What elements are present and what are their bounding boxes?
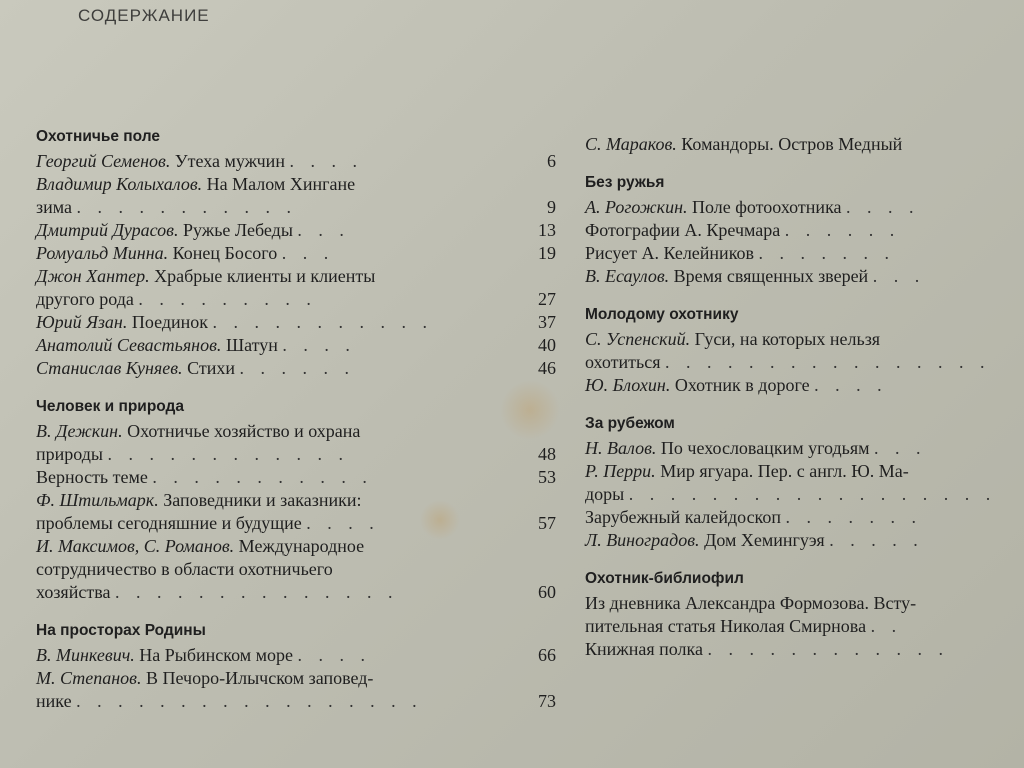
toc-entry [36,489,556,535]
entry-title: Фотографии А. Кречмара [585,220,781,240]
entry-title: Из дневника Александра Формозова. Всту- [585,593,917,613]
entry-title: На Малом Хингане [206,174,356,194]
entry-author: Л. Виноградов. [585,530,700,550]
entry-author: А. Рогожкин. [585,197,688,217]
dot-leader: . . [870,616,903,636]
toc-entry [36,535,556,604]
dot-leader: . . . [872,266,926,286]
toc-entry [585,133,1024,156]
entry-title: Командоры. Остров Медный [681,134,903,154]
page-number: 60 [538,582,556,602]
entry-author: Р. Перри. [585,461,656,481]
entry-title-cont: зима . . . . . . . . . . . [36,197,297,217]
entry-title: Гуси, на которых нельзя [694,329,881,349]
page-number: 13 [538,220,556,240]
entry-title: Рисует А. Келейников [585,243,755,263]
entry-title: Ружье Лебеды [183,220,293,240]
entry-title: Храбрые клиенты и клиенты [154,266,376,286]
section-title: Человек и природа [36,398,185,415]
dot-leader: . . . [297,220,350,240]
toc-entry [36,219,556,242]
toc-entry [585,242,1024,265]
toc-entry [585,638,1024,661]
entry-title: Заповедники и заказники: [163,490,362,510]
toc-entry [585,529,1024,552]
toc-entry [36,466,556,489]
entry-title: Книжная полка [585,639,703,659]
page-number: 53 [538,467,556,487]
entry-title-cont: другого рода . . . . . . . . . [36,289,317,309]
entry-title: На Рыбинском море [139,645,294,665]
entry-title: Поединок [131,312,209,332]
section-title: На просторах Родины [36,622,206,639]
entry-title: Шатун [225,335,278,355]
entry-author: Станислав Куняев. [36,358,183,378]
toc-entry [585,506,1024,529]
entry-title-cont: проблемы сегодняшние и будущие . . . . [36,513,380,533]
entry-title: Зарубежный калейдоскоп [585,507,782,527]
page-number: 19 [538,243,556,263]
entry-title-cont: сотрудничество в области охотничьего [36,559,333,579]
entry-author: В. Дежкин. [36,421,123,441]
toc-entry [585,592,1024,638]
entry-author: Джон Хантер. [36,266,150,286]
page-number: 46 [538,358,556,378]
entry-title: Время священных зверей [673,266,869,286]
entry-title: Международное [238,536,365,556]
toc-entry [36,311,556,334]
page-number: 6 [547,151,556,171]
toc-right-column [585,133,1024,661]
toc-entry [585,437,1024,460]
toc-entry [36,420,556,466]
toc-entry [36,644,556,667]
page-number: 66 [538,645,556,665]
page-number: 40 [538,335,556,355]
entry-title: Охотничье хозяйство и охрана [127,421,361,441]
dot-leader: . . . . . . . . . . . [76,197,297,217]
dot-leader: . . . [874,438,927,458]
toc-entry [585,374,1024,397]
dot-leader: . . . . . . [784,220,901,240]
page-number: 9 [547,197,556,217]
section-title: Охотник-библиофил [585,570,744,587]
entry-author: Юрий Язан. [36,312,128,332]
toc-entry [585,196,1024,219]
dot-leader: . . . . . . . [758,243,896,263]
entry-author: М. Степанов. [36,668,142,688]
toc-entry [36,357,556,380]
entry-title-cont: доры . . . . . . . . . . . . . . . . . . [585,484,997,504]
entry-author: Ф. Штильмарк. [36,490,159,510]
toc-left-column [36,128,556,713]
toc-entry [585,219,1024,242]
toc-entry [585,460,1024,506]
dot-leader: . . . . [282,335,356,355]
entry-author: В. Минкевич. [36,645,135,665]
entry-author: Анатолий Севастьянов. [36,335,222,355]
dot-leader: . . . . . . . [785,507,923,527]
entry-title-cont: хозяйства . . . . . . . . . . . . . . [36,582,399,602]
section-title: За рубежом [585,415,675,432]
toc-entry [585,328,1024,374]
entry-author: Ромуальд Минна. [36,243,169,263]
entry-title: Охотник в дороге [674,375,810,395]
entry-author: Владимир Колыхалов. [36,174,203,194]
toc-entry [36,334,556,357]
dot-leader: . . . . . . . . . . . [152,467,373,487]
section-title: Без ружья [585,174,665,191]
dot-leader: . . . . . . . . . . . . . . . . . . [628,484,997,504]
entry-title: В Печоро-Илычском заповед- [146,668,374,688]
section-title: Молодому охотнику [585,306,739,323]
page-number: 37 [538,312,556,332]
entry-title-cont: охотиться . . . . . . . . . . . . . . . . [585,352,991,372]
page-header: СОДЕРЖАНИЕ [78,6,210,25]
dot-leader: . . . . . . . . . . . . . . . . [664,352,991,372]
toc-entry [36,242,556,265]
toc-entry [36,667,556,713]
entry-title: Дом Хемингуэя [704,530,825,550]
dot-leader: . . . . [306,513,380,533]
page-number: 73 [538,691,556,711]
dot-leader: . . . . [814,375,888,395]
entry-title: Стихи [187,358,235,378]
page-number: 48 [538,444,556,464]
toc-entry [585,265,1024,288]
dot-leader: . . . . . . . . . [138,289,317,309]
toc-entry [36,150,556,173]
dot-leader: . . . . [297,645,372,665]
entry-author: И. Максимов, С. Романов. [36,536,235,556]
dot-leader: . . . . . . . . . . . . . . [114,582,399,602]
dot-leader: . . . . . . . . . . . . . . . . . [76,691,423,711]
entry-title: Верность теме [36,467,148,487]
entry-title: Мир ягуара. Пер. с англ. Ю. Ма- [660,461,909,481]
entry-author: Георгий Семенов. [36,151,171,171]
entry-author: Ю. Блохин. [585,375,671,395]
dot-leader: . . . [281,243,335,263]
toc-entry [36,173,556,219]
entry-title-cont: пительная статья Николая Смирнова . . [585,616,903,636]
entry-title: Конец Босого [172,243,278,263]
entry-title: Утеха мужчин [174,151,285,171]
dot-leader: . . . . [846,197,920,217]
dot-leader: . . . . [289,151,363,171]
entry-author: Н. Валов. [585,438,657,458]
entry-title: По чехословацким угодьям [660,438,870,458]
dot-leader: . . . . . . . . . . . . [707,639,949,659]
entry-author: С. Мараков. [585,134,677,154]
dot-leader: . . . . . . . . . . . [212,312,434,332]
entry-author: В. Есаулов. [585,266,670,286]
entry-author: С. Успенский. [585,329,691,349]
page-number: 57 [538,513,556,533]
entry-title: Поле фотоохотника [692,197,842,217]
section-title: Охотничье поле [36,128,161,145]
entry-author: Дмитрий Дурасов. [36,220,179,240]
toc-entry [36,265,556,311]
entry-title-cont: природы . . . . . . . . . . . . [36,444,349,464]
dot-leader: . . . . . . . . . . . . [107,444,349,464]
dot-leader: . . . . . . [239,358,355,378]
entry-title-cont: нике . . . . . . . . . . . . . . . . . [36,691,423,711]
page-number: 27 [538,289,556,309]
dot-leader: . . . . . [829,530,924,550]
